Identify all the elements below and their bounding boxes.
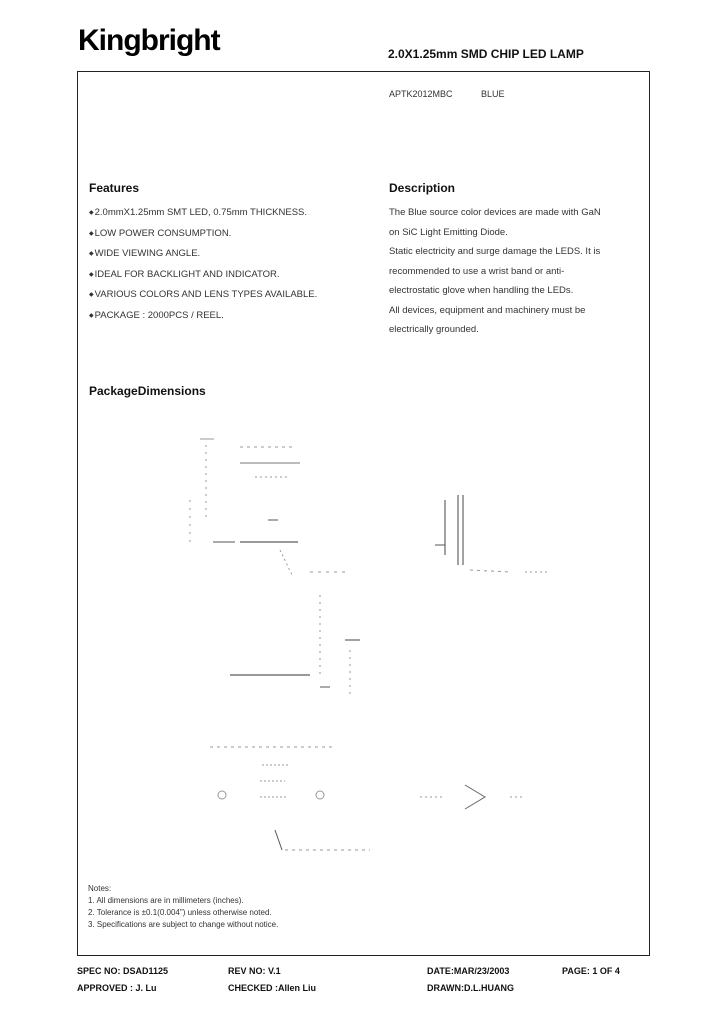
approved-by: APPROVED : J. Lu [77, 983, 157, 993]
package-dimension-drawing [180, 425, 560, 865]
description-line: on SiC Light Emitting Diode. [389, 226, 508, 238]
description-line: Static electricity and surge damage the LEDS. It is [389, 246, 601, 257]
description-heading: Description [389, 181, 456, 195]
note-item: 1. All dimensions are in millimeters (inches). [88, 896, 244, 905]
part-number: APTK2012MBC [389, 89, 453, 99]
features-heading: Features [89, 181, 140, 195]
feature-item: ◆ LOW POWER CONSUMPTION. [89, 224, 317, 245]
document-title: 2.0X1.25mm SMD CHIP LED LAMP [388, 47, 584, 61]
description-line: All devices, equipment and machinery must be [389, 304, 586, 316]
package-dimensions-heading: PackageDimensions [89, 384, 206, 398]
page-number: PAGE: 1 OF 4 [562, 966, 620, 976]
description-line: The Blue source color devices are made with GaN [389, 207, 601, 218]
note-item: 2. Tolerance is ±0.1(0.004") unless otherwise noted. [88, 908, 272, 917]
feature-item: ◆ PACKAGE : 2000PCS / REEL. [89, 306, 317, 327]
note-item: 3. Specifications are subject to change without notice. [88, 920, 279, 929]
feature-item: ◆ WIDE VIEWING ANGLE. [89, 244, 317, 265]
revision-number: REV NO: V.1 [228, 966, 281, 976]
description-line: recommended to use a wrist band or anti- [389, 265, 565, 277]
description-line: electrically grounded. [389, 324, 479, 335]
feature-item: ◆ IDEAL FOR BACKLIGHT AND INDICATOR. [89, 265, 317, 286]
drawn-by: DRAWN:D.L.HUANG [427, 983, 514, 993]
features-list [89, 203, 317, 326]
feature-item: ◆ 2.0mmX1.25mm SMT LED, 0.75mm THICKNESS. [89, 203, 317, 224]
document-date: DATE:MAR/23/2003 [427, 966, 510, 976]
notes-block [88, 883, 278, 931]
feature-item: ◆ VARIOUS COLORS AND LENS TYPES AVAILABLE. [89, 285, 317, 306]
brand-logo: Kingbright [78, 24, 220, 57]
emitting-color: BLUE [481, 89, 505, 99]
description-line: electrostatic glove when handling the LEDs. [389, 285, 574, 296]
checked-by: CHECKED :Allen Liu [228, 983, 317, 993]
spec-number: SPEC NO: DSAD1125 [77, 966, 169, 976]
description-text [389, 203, 644, 340]
notes-heading: Notes: [88, 884, 112, 893]
